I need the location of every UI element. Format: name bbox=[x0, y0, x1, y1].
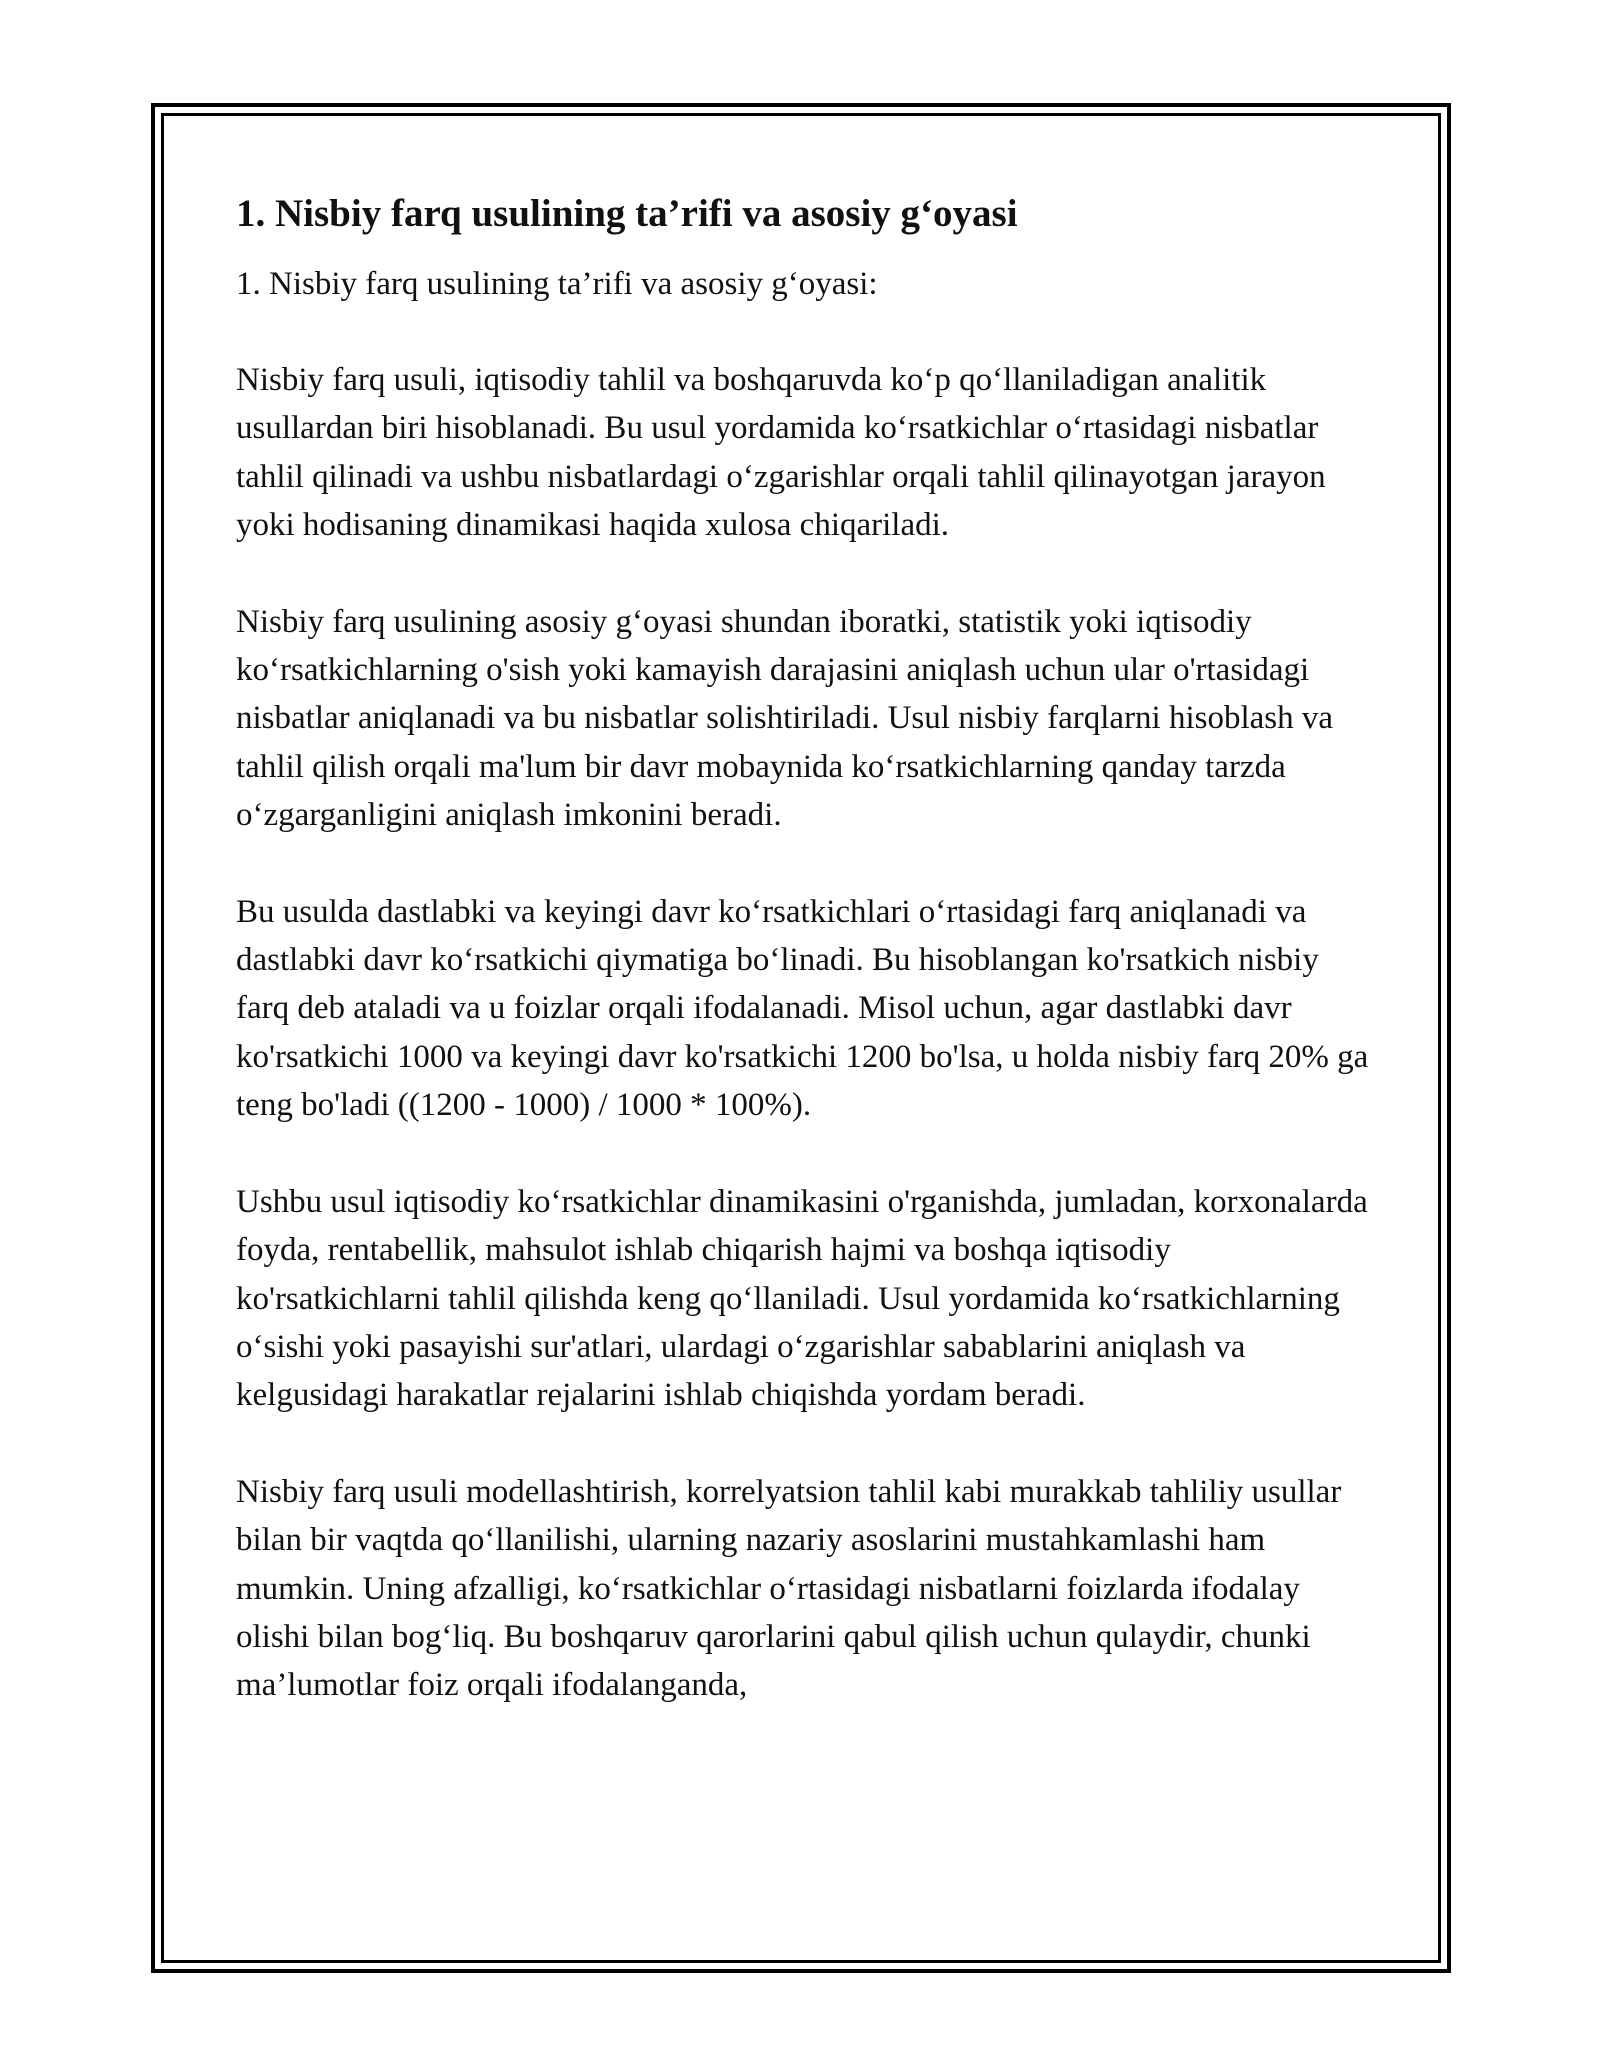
paragraph-5: Nisbiy farq usuli modellashtirish, korrelyatsion tahlil kabi murakkab tahliliy usullar bilan bir vaqtda qo‘llanilishi, ularning nazariy asoslarini mustahkamlashi ham mumkin. Uning afzalligi, ko‘rsatkichlar o‘rtasidagi nisbatlarni foizlarda ifodalay olishi bilan bog‘liq. Bu boshqaruv qarorlarini qabul qilish uchun qulaydir, chunki ma’lumotlar foiz orqali ifodalanganda, bbox=[236, 1473, 1342, 1704]
paragraph-3: Bu usulda dastlabki va keyingi davr ko‘rsatkichlari o‘rtasidagi farq aniqlanadi va dastlabki davr ko‘rsatkichi qiymatiga bo‘linadi. Bu hisoblangan ko'rsatkich nisbiy farq deb ataladi va u foizlar orqali ifodalanadi. Misol uchun, agar dastlabki davr ko'rsatkichi 1000 va keyingi davr ko'rsatkichi 1200 bo'lsa, u holda nisbiy farq 20% ga teng bo'ladi ((1200 - 1000) / 1000 * 100%). bbox=[236, 893, 1369, 1124]
section-subheading: 1. Nisbiy farq usulining ta’rifi va asosiy g‘oyasi: bbox=[236, 266, 878, 302]
paragraph-4: Ushbu usul iqtisodiy ko‘rsatkichlar dinamikasini o'rganishda, jumladan, korxonalarda foyda, rentabellik, mahsulot ishlab chiqarish hajmi va boshqa iqtisodiy ko'rsatkichlarni tahlil qilishda keng qo‘llaniladi. Usul yordamida ko‘rsatkichlarning o‘sishi yoki pasayishi sur'atlari, ulardagi o‘zgarishlar sabablarini aniqlash va kelgusidagi harakatlar rejalarini ishlab chiqishda yordam beradi. bbox=[236, 1183, 1368, 1414]
section-heading: 1. Nisbiy farq usulining ta’rifi va asosiy g‘oyasi bbox=[236, 192, 1018, 235]
paragraph-1: Nisbiy farq usuli, iqtisodiy tahlil va boshqaruvda ko‘p qo‘llaniladigan analitik usullardan biri hisoblanadi. Bu usul yordamida ko‘rsatkichlar o‘rtasidagi nisbatlar tahlil qilinadi va ushbu nisbatlardagi o‘zgarishlar orqali tahlil qilinayotgan jarayon yoki hodisaning dinamikasi haqida xulosa chiqariladi. bbox=[236, 362, 1326, 544]
document-body bbox=[236, 188, 1376, 1758]
paragraph-2: Nisbiy farq usulining asosiy g‘oyasi shundan iboratki, statistik yoki iqtisodiy ko‘rsatkichlarning o'sish yoki kamayish darajasini aniqlash uchun ular o'rtasidagi nisbatlar aniqlanadi va bu nisbatlar solishtiriladi. Usul nisbiy farqlarni hisoblash va tahlil qilish orqali ma'lum bir davr mobaynida ko‘rsatkichlarning qanday tarzda o‘zgarganligini aniqlash imkonini beradi. bbox=[236, 603, 1334, 834]
